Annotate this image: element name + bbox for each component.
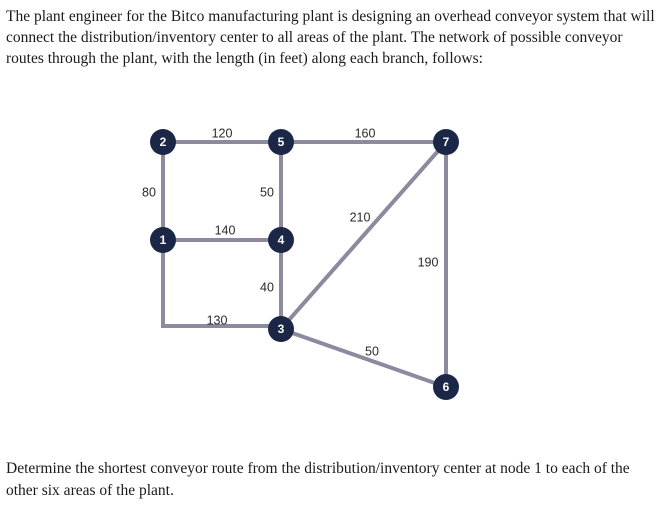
edge-length-label-2-5: 120	[211, 126, 233, 141]
node-label-2: 2	[159, 135, 167, 150]
node-1	[150, 227, 176, 253]
edge-length-label-3-6: 50	[365, 344, 379, 359]
node-7	[433, 129, 459, 155]
network-edges	[163, 142, 446, 387]
edge-length-label-1-4: 140	[214, 223, 236, 238]
node-5	[268, 129, 294, 155]
edge-length-label-6-7: 190	[417, 255, 439, 270]
edge-length-label-4-5: 50	[260, 185, 274, 200]
edge-3-7	[281, 142, 446, 329]
node-3	[268, 316, 294, 342]
edge-length-label-1-2: 80	[142, 185, 156, 200]
edge-length-label-3-4: 40	[260, 280, 274, 295]
node-label-3: 3	[277, 322, 285, 337]
node-label-4: 4	[277, 233, 285, 248]
problem-question-text: Determine the shortest conveyor route from the distribution/inventory center at node 1 to each of the other six areas of the plant.	[6, 460, 630, 499]
node-label-7: 7	[442, 135, 450, 150]
node-label-1: 1	[159, 233, 167, 248]
node-4	[268, 227, 294, 253]
edge-length-label-5-7: 160	[354, 126, 376, 141]
edge-length-label-1-3: 130	[206, 313, 228, 328]
problem-intro-text: The plant engineer for the Bitco manufacturing plant is designing an overhead conveyor system that will connect the distribution/inventory center to all areas of the plant. The network of possible conveyor routes through the plant, with the length (in feet) along each branch, follows:	[6, 8, 655, 67]
node-2	[150, 129, 176, 155]
node-label-5: 5	[277, 135, 285, 150]
network-nodes	[150, 129, 459, 400]
edge-length-label-3-7: 210	[349, 210, 371, 225]
node-6	[433, 374, 459, 400]
edge-3-6	[281, 329, 446, 387]
node-label-6: 6	[442, 380, 450, 395]
